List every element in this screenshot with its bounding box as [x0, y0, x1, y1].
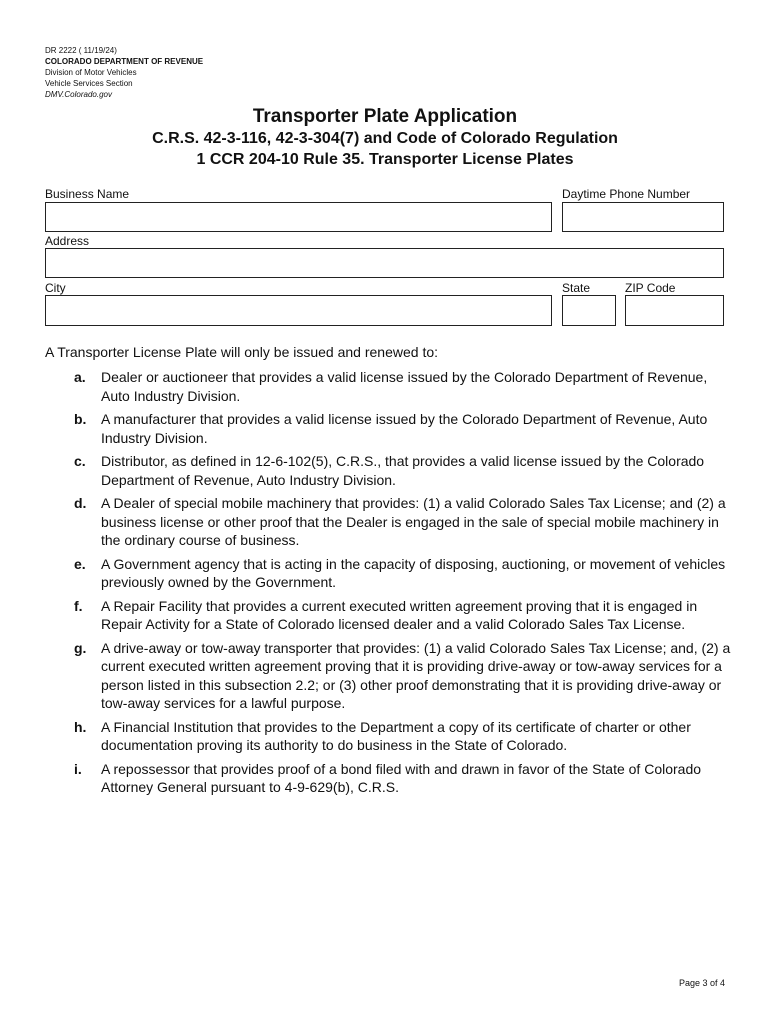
list-item: b. A manufacturer that provides a valid license issued by the Colorado Department of Revenue, Auto Industry Division. [74, 411, 708, 446]
department-name: COLORADO DEPARTMENT OF REVENUE [45, 57, 204, 66]
city-label: City [45, 281, 66, 295]
list-item: h. A Financial Institution that provides to the Department a copy of its certificate of charter or other documentation proving its authority to do business in the State of Colorado. [74, 718, 691, 753]
zip-field[interactable] [625, 295, 724, 326]
subtitle-line-2: 1 CCR 204-10 Rule 35. Transporter License Plates [196, 151, 574, 168]
list-item: c. Distributor, as defined in 12-6-102(5), C.R.S., that provides a valid license issued by the Colorado Department of Revenue, Auto Industry Division. [74, 453, 705, 488]
page-title: Transporter Plate Application [252, 106, 518, 127]
list-item: d. A Dealer of special mobile machinery that provides: (1) a valid Colorado Sales Tax License; and (2) a business license or other proof that the Dealer is engaged in the sale of special mobile machinery in the ordinary course of business. [74, 495, 726, 548]
section-name: Vehicle Services Section [45, 79, 133, 88]
form-header [45, 45, 203, 100]
list-item: g. A drive-away or tow-away transporter that provides: (1) a valid Colorado Sales Tax License; and, (2) a current executed written agreement proving that it is providing drive-away or tow-away services for a person listed in this subsection 2.2; or (3) other proof demonstrating that it is providing drive-away or tow-away services for a lawful purpose. [74, 639, 731, 711]
eligibility-intro: A Transporter License Plate will only be issued and renewed to: [45, 344, 439, 360]
business-name-label: Business Name [45, 187, 130, 201]
subtitle-line-1: C.R.S. 42-3-116, 42-3-304(7) and Code of Colorado Regulation [152, 130, 618, 147]
list-item: i. A repossessor that provides proof of a bond filed with and drawn in favor of the State of Colorado Attorney General pursuant to 4-9-629(b), C.R.S. [74, 760, 702, 795]
page-number: Page 3 of 4 [678, 978, 725, 988]
business-name-field[interactable] [45, 202, 552, 232]
daytime-phone-field[interactable] [562, 202, 724, 232]
eligibility-list [74, 368, 734, 802]
list-item: f. A Repair Facility that provides a current executed written agreement proving that it is engaged in Repair Activity for a State of Colorado licensed dealer and a valid Colorado Sales Tax License. [74, 597, 698, 632]
daytime-phone-label: Daytime Phone Number [562, 187, 691, 201]
list-item: a. Dealer or auctioneer that provides a valid license issued by the Colorado Department of Revenue, Auto Industry Division. [74, 369, 708, 404]
city-field[interactable] [45, 295, 552, 326]
address-label: Address [45, 234, 90, 248]
state-label: State [562, 281, 591, 295]
division-name: Division of Motor Vehicles [45, 68, 137, 77]
website: DMV.Colorado.gov [45, 90, 112, 99]
form-id: DR 2222 ( 11/19/24) [45, 46, 117, 55]
state-field[interactable] [562, 295, 616, 326]
zip-label: ZIP Code [625, 281, 676, 295]
address-field[interactable] [45, 248, 724, 278]
list-item: e. A Government agency that is acting in the capacity of disposing, auctioning, or movement of vehicles previously owned by the Government. [74, 555, 726, 590]
